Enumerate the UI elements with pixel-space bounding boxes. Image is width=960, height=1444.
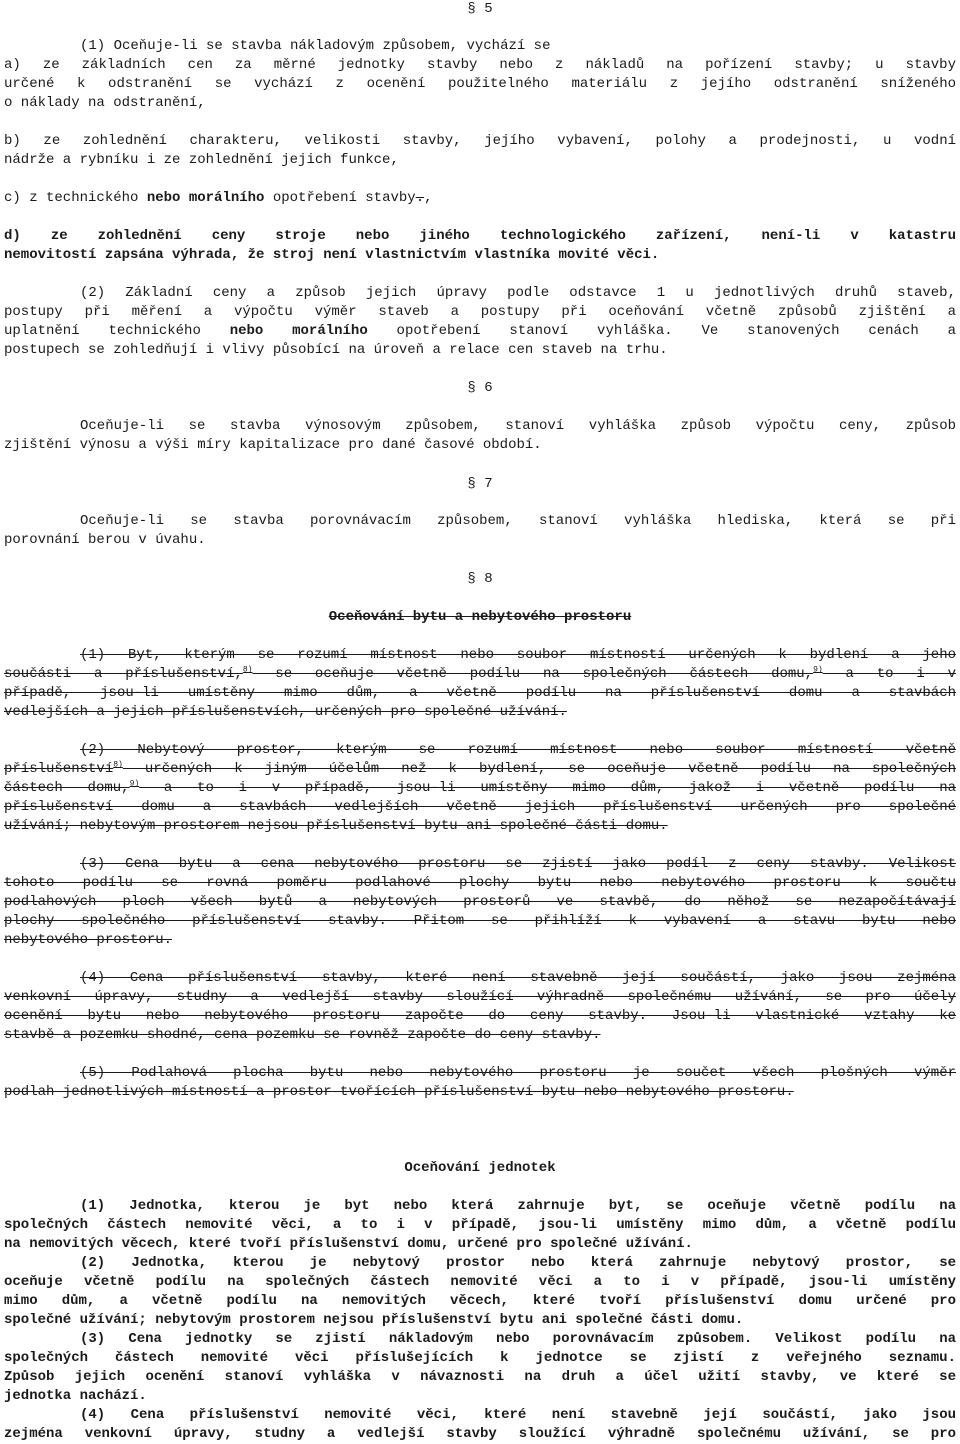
footnote-ref: 8) bbox=[113, 760, 123, 770]
s8-title-text: Oceňování bytu a nebytového prostoru bbox=[328, 609, 632, 625]
s8-p3-line: nebytového prostoru. bbox=[4, 932, 173, 948]
s5-c-bold: nebo morálního bbox=[146, 190, 265, 206]
s5-p2-l3-post: opotřebení stanoví vyhláška. Ve stanovených cenách a bbox=[367, 323, 956, 339]
section-5-heading: § 5 bbox=[467, 1, 493, 17]
s5-p1-line: a) ze základních cen za měrné jednotky stavby nebo z nákladů na pořízení stavby; u stavby bbox=[4, 57, 956, 73]
units-p3-line: společných částech nemovité věci příslušejících k jednotce se zjistí z veřejného seznamu. bbox=[4, 1350, 956, 1366]
units-p1-line: (1) Jednotka, kterou je byt nebo která zahrnuje byt, se oceňuje včetně podílu na bbox=[80, 1198, 956, 1214]
s8-p2-seg: určených k jiným účelům než k bydlení, se oceňuje včetně podílu na společných bbox=[122, 761, 956, 777]
units-p2-line: společné užívání; nebytovým prostorem nejsou příslušenství bytu ani společné části domu. bbox=[4, 1312, 744, 1328]
s5-p2-line: postupech se zohledňují i vlivy působící na úroveň a relace cen staveb na trhu. bbox=[4, 342, 668, 358]
s5-p2-l3-pre: uplatnění technického bbox=[4, 323, 230, 339]
units-p1-line: společných částech nemovité věci, a to i v případě, jsou-li umístěny mimo dům, a včetně podílu bbox=[4, 1217, 956, 1233]
s8-p3-line: plochy společného příslušenství stavby. Přitom se přihlíží k vybavení a stavu bytu nebo bbox=[4, 913, 956, 929]
s5-c-strike: . bbox=[415, 190, 425, 206]
s5-c-post: opotřebení stavby bbox=[264, 190, 416, 206]
s8-p3-line: podlahových ploch všech bytů a nebytových prostorů ve stavbě, do něhož se nezapočítávají bbox=[4, 894, 956, 910]
units-p2-line: mimo dům, a včetně podílu na nemovitých věcech, které tvoří příslušenství domu určené pro bbox=[4, 1293, 956, 1309]
s8-title bbox=[4, 608, 956, 627]
s8-p1-line: vedlejších a jejich příslušenstvích, určených pro společné užívání. bbox=[4, 704, 567, 720]
s5-c-line bbox=[4, 189, 956, 208]
s8-p1-line: (1) Byt, kterým se rozumí místnost nebo soubor místností určených k bydlení a jeho bbox=[80, 647, 956, 663]
section-7-heading: § 7 bbox=[467, 476, 493, 492]
s5-c-end: , bbox=[424, 190, 433, 206]
units-p2-line: oceňuje včetně podílu na společných částech nemovité věci a to i v případě, jsou-li umístěny bbox=[4, 1274, 956, 1290]
s8-p1-line bbox=[4, 665, 956, 684]
units-p3-line: Způsob jejich ocenění stanoví vyhláška v návaznosti na druh a účel užití stavby, ve které se bbox=[4, 1369, 956, 1385]
footnote-ref: 9) bbox=[813, 665, 823, 675]
s5-p2-l3-bold: nebo morálního bbox=[229, 323, 368, 339]
s6-line: zjištění výnosu a výši míry kapitalizace pro dané časové období. bbox=[4, 437, 542, 453]
s8-p2-seg: a to i v případě, jsou-li umístěny mimo dům, jakož i včetně podílu na bbox=[139, 780, 956, 796]
s5-p1-line: určené k odstranění se vychází z ocenění použitelného materiálu z jejího odstranění sníženého bbox=[4, 76, 956, 92]
s8-p1-seg: součásti a příslušenství, bbox=[4, 666, 243, 682]
s8-p5-line: (5) Podlahová plocha bytu nebo nebytového prostoru je součet všech plošných výměr bbox=[80, 1065, 956, 1081]
s5-b-line: b) ze zohlednění charakteru, velikosti stavby, jejího vybavení, polohy a prodejnosti, u vodní bbox=[4, 133, 956, 149]
s6-line: Oceňuje-li se stavba výnosovým způsobem, stanoví vyhláška způsob výpočtu ceny, způsob bbox=[80, 418, 956, 434]
s8-p5-line: podlah jednotlivých místností a prostor tvořících příslušenství bytu nebo nebytového prostoru. bbox=[4, 1084, 794, 1100]
s8-p2-seg: příslušenství bbox=[4, 761, 114, 777]
s8-p1-seg: se oceňuje včetně podílu na společných částech domu, bbox=[252, 666, 814, 682]
units-p4-line: (4) Cena příslušenství nemovité věci, které není stavebně její součástí, jako jsou bbox=[80, 1407, 956, 1423]
s5-p2-line bbox=[4, 322, 956, 341]
footnote-ref: 8) bbox=[242, 665, 253, 675]
s7-line: porovnání berou v úvahu. bbox=[4, 532, 206, 548]
units-p1-line: na nemovitých věcech, které tvoří příslušenství domu, určené pro společné užívání. bbox=[4, 1236, 693, 1252]
s5-d-line: d) ze zohlednění ceny stroje nebo jiného technologického zařízení, není-li v katastru bbox=[4, 228, 956, 244]
s5-p2-line: (2) Základní ceny a způsob jejich úpravy podle odstavce 1 u jednotlivých druhů staveb, bbox=[80, 285, 956, 301]
s5-c-pre: c) z technického bbox=[4, 190, 147, 206]
s8-p3-line: tohoto podílu se rovná poměru podlahové plochy bytu nebo nebytového prostoru k součtu bbox=[4, 875, 956, 891]
units-p2-line: (2) Jednotka, kterou je nebytový prostor nebo která zahrnuje nebytový prostor, se bbox=[80, 1255, 956, 1271]
s8-p2-line: příslušenství domu a stavbách vedlejších včetně jejich příslušenství určených pro společné bbox=[4, 799, 956, 815]
section-6-heading: § 6 bbox=[467, 380, 493, 396]
s8-p3-line: (3) Cena bytu a cena nebytového prostoru se zjistí jako podíl z ceny stavby. Velikost bbox=[80, 856, 956, 872]
units-title: Oceňování jednotek bbox=[404, 1160, 556, 1176]
s8-p2-line bbox=[4, 760, 956, 779]
s8-p2-line: užívání; nebytovým prostorem nejsou příslušenství bytu ani společné části domu. bbox=[4, 818, 668, 834]
s8-p1-line: případě, jsou-li umístěny mimo dům, a včetně podílu na příslušenství domu a stavbách bbox=[4, 685, 956, 701]
s5-p1-line: (1) Oceňuje-li se stavba nákladovým způsobem, vychází se bbox=[80, 38, 551, 54]
s8-p4-line: (4) Cena příslušenství stavby, které není stavebně její součástí, jako jsou zejména bbox=[80, 970, 956, 986]
s8-p2-seg: částech domu, bbox=[4, 780, 130, 796]
s5-d-line: nemovitostí zapsána výhrada, že stroj není vlastnictvím vlastníka movité věci. bbox=[4, 247, 660, 263]
section-8-heading: § 8 bbox=[467, 571, 493, 587]
s5-p2-line: postupy při měření a výpočtu výměr staveb a postupy při oceňování včetně způsobů zjištění a bbox=[4, 304, 956, 320]
s8-p2-line: (2) Nebytový prostor, kterým se rozumí místnost nebo soubor místností včetně bbox=[80, 742, 956, 758]
s8-p4-line: stavbě a pozemku shodné, cena pozemku se rovněž započte do ceny stavby. bbox=[4, 1027, 601, 1043]
footnote-ref: 9) bbox=[129, 779, 140, 789]
units-p3-line: (3) Cena jednotky se zjistí nákladovým nebo porovnávacím způsobem. Velikost podílu na bbox=[80, 1331, 956, 1347]
s8-p4-line: venkovní úpravy, studny a vedlejší stavby sloužící výhradně společnému užívání, se pro účely bbox=[4, 989, 956, 1005]
s8-p4-line: ocenění bytu nebo nebytového prostoru započte do ceny stavby. Jsou-li vlastnické vztahy ke bbox=[4, 1008, 956, 1024]
s5-b-line: nádrže a rybníku i ze zohlednění jejich funkce, bbox=[4, 152, 399, 168]
units-p3-line: jednotka nachází. bbox=[4, 1388, 147, 1404]
s5-p1-line: o náklady na odstranění, bbox=[4, 95, 206, 111]
units-p4-line: zejména venkovní úpravy, studny a vedlejší stavby sloužící výhradně společnému užívání, se pro bbox=[4, 1426, 956, 1442]
s8-p1-seg: a to i v bbox=[822, 666, 956, 682]
s7-line: Oceňuje-li se stavba porovnávacím způsobem, stanoví vyhláška hlediska, která se při bbox=[80, 513, 956, 529]
s8-p2-line bbox=[4, 779, 956, 798]
